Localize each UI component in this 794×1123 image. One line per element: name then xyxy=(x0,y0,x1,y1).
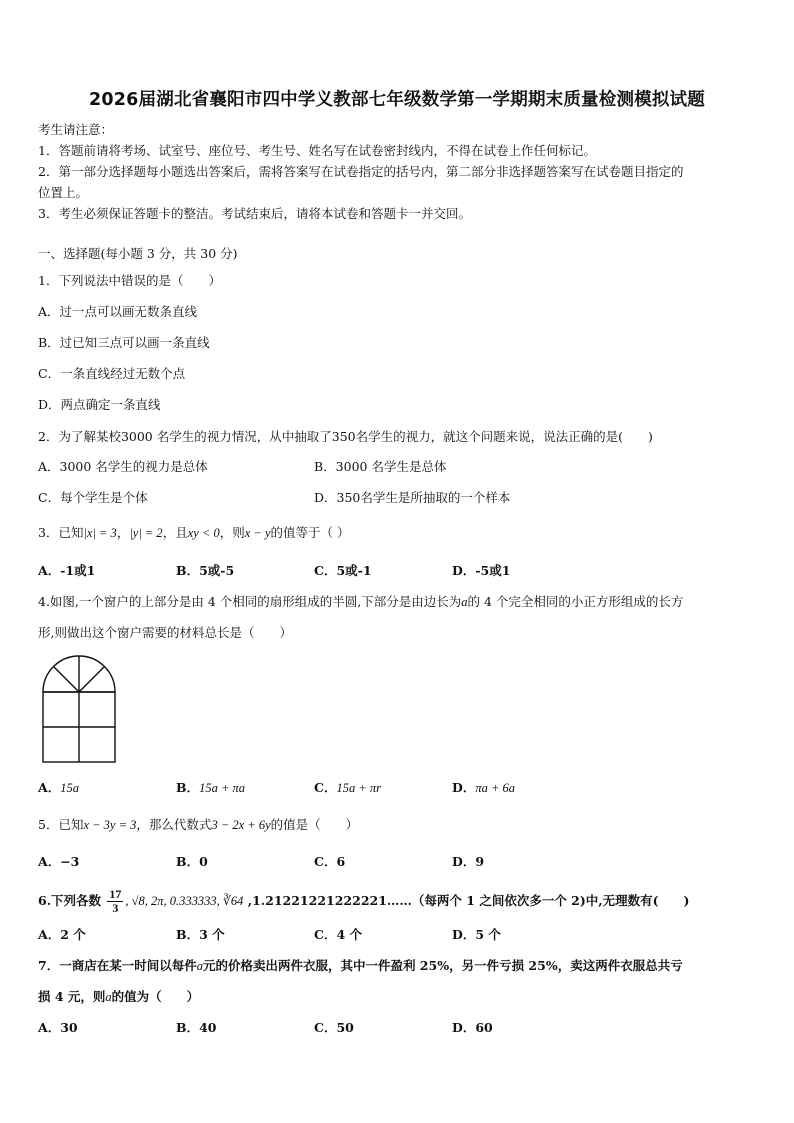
q6-numbers: , √8, 2π, 0.333333, ∛64 xyxy=(125,894,244,908)
q1-option-a: A．过一点可以画无数条直线 xyxy=(38,304,198,319)
notice-item-1: 1．答题前请将考场、试室号、座位号、考生号、姓名写在试卷密封线内，不得在试卷上作任何标记。 xyxy=(38,143,596,158)
q7-text-a: 7．一商店在某一时间以每件 xyxy=(38,958,197,973)
q5-stem xyxy=(38,817,358,833)
q1-option-b: B．过已知三点可以画一条直线 xyxy=(38,335,210,350)
q6-suffix: （每两个 1 之间依次多一个 2)中,无理数有( ) xyxy=(411,893,690,908)
q5-suffix: 的值是（ ） xyxy=(270,817,359,832)
section-heading: 一、选择题(每小题 3 分，共 30 分) xyxy=(38,246,238,261)
q7-var-a-2: a xyxy=(105,990,112,1004)
q3-option-c: C．5或-1 xyxy=(314,563,372,578)
q7-text-c: 损 4 元，则 xyxy=(38,989,106,1004)
q3-option-a: A．-1或1 xyxy=(38,563,96,578)
q2-option-a: A．3000 名学生的视力是总体 xyxy=(38,459,208,474)
q3-expression: x − y xyxy=(244,526,271,540)
q5-expression: 3 − 2x + 6y xyxy=(211,818,271,832)
q5-condition: x − 3y = 3 xyxy=(83,818,137,832)
q6-fraction-numerator: 17 xyxy=(109,887,122,901)
q3-stem: 3．已知|x| = 3，|y| = 2，且xy < 0，则x − y的值等于（ ） xyxy=(38,525,350,540)
q6-option-a: A．2 个 xyxy=(38,927,86,942)
notice-item-2: 2．第一部分选择题每小题选出答案后，需将答案写在试卷指定的括号内，第二部分非选择题答案写在试卷题目指定的 xyxy=(38,164,684,179)
page-title: 2026届湖北省襄阳市四中学义教部七年级数学第一学期期末质量检测模拟试题 xyxy=(89,90,705,110)
window-sector-line-right xyxy=(79,667,105,693)
q7-option-a: A．30 xyxy=(38,1020,78,1035)
q3-abs-y: |y| = 2 xyxy=(129,526,163,540)
q4-option-c: C．15a + πr xyxy=(314,780,382,795)
q5-prefix: 5．已知 xyxy=(38,817,84,832)
q3-condition: xy < 0 xyxy=(187,526,220,540)
q6-prefix: 6.下列各数 xyxy=(38,893,102,908)
q6-sequence: ,1.21221221222221…… xyxy=(243,893,412,908)
q5-option-a: A．−3 xyxy=(38,854,80,869)
q4-stem-line-1 xyxy=(38,594,683,610)
q2-option-b: B．3000 名学生是总体 xyxy=(314,459,447,474)
notice-item-2-cont: 位置上。 xyxy=(38,185,89,200)
q5-option-c: C．6 xyxy=(314,854,346,869)
q6-fraction-denominator: 3 xyxy=(112,901,119,915)
q5-option-b: B．0 xyxy=(176,854,208,869)
q6-option-d: D．5 个 xyxy=(452,927,501,942)
q3-option-d: D．-5或1 xyxy=(452,563,511,578)
q5-option-d: D．9 xyxy=(452,854,485,869)
q3-suffix: 的值等于（ ） xyxy=(270,525,350,540)
q2-stem: 2．为了解某校3000 名学生的视力情况，从中抽取了350名学生的视力，就这个问题来说，说法正确的是( ) xyxy=(38,429,653,444)
q7-option-d: D．60 xyxy=(452,1020,493,1035)
q7-stem-line-2 xyxy=(38,989,199,1005)
q4-stem-line-2: 形,则做出这个窗户需要的材料总长是（ ） xyxy=(38,625,292,640)
q4-text-b: 的 4 个完全相同的小正方形组成的长方 xyxy=(467,594,684,609)
q4-option-b: B．15a + πa xyxy=(176,780,246,795)
q4-option-d: D．πa + 6a xyxy=(452,780,516,795)
q7-option-b: B．40 xyxy=(176,1020,217,1035)
q6-stem xyxy=(38,888,689,915)
q5-mid: ，那么代数式 xyxy=(136,817,212,832)
q4-option-a: A．15a xyxy=(38,780,79,795)
q4-text-a: 4.如图,一个窗户的上部分是由 4 个相同的扇形组成的半圆,下部分是由边长为 xyxy=(38,594,462,609)
q7-var-a: a xyxy=(196,959,203,973)
q7-stem-line-1 xyxy=(38,958,683,974)
notice-heading: 考生请注意： xyxy=(38,122,114,137)
q3-mid: ，且 xyxy=(162,525,188,540)
window-figure xyxy=(40,655,120,763)
q6-option-b: B．3 个 xyxy=(176,927,225,942)
q3-abs-x: |x| = 3 xyxy=(83,526,117,540)
window-sector-line-left xyxy=(54,667,80,693)
q7-text-b: 元的价格卖出两件衣服，其中一件盈利 25%，另一件亏损 25%，卖这两件衣服总共亏 xyxy=(202,958,683,973)
q4-var-a: a xyxy=(461,595,468,609)
q7-option-c: C．50 xyxy=(314,1020,354,1035)
q2-option-d: D．350名学生是所抽取的一个样本 xyxy=(314,490,511,505)
q1-option-c: C．一条直线经过无数个点 xyxy=(38,366,186,381)
q3-option-b: B．5或-5 xyxy=(176,563,235,578)
q2-option-c: C．每个学生是个体 xyxy=(38,490,148,505)
q6-fraction xyxy=(107,888,123,915)
q3-then: ，则 xyxy=(219,525,245,540)
q7-text-d: 的值为（ ） xyxy=(111,989,200,1004)
q6-option-c: C．4 个 xyxy=(314,927,362,942)
notice-item-3: 3．考生必须保证答题卡的整洁。考试结束后，请将本试卷和答题卡一并交回。 xyxy=(38,206,471,221)
q1-stem: 1．下列说法中错误的是（ ） xyxy=(38,273,221,288)
q1-option-d: D．两点确定一条直线 xyxy=(38,397,161,412)
q3-prefix: 3．已知 xyxy=(38,525,84,540)
